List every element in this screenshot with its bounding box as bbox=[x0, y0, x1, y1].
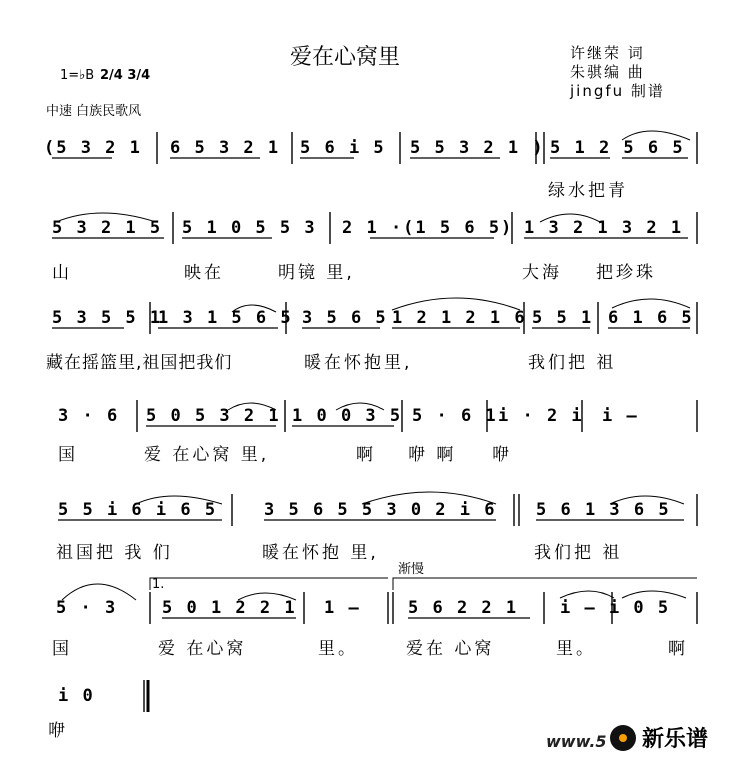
measure: 6 5 3 2 1 bbox=[170, 138, 281, 158]
lyric-word: 把珍珠 bbox=[596, 263, 656, 283]
measure: i – i 0 5 bbox=[560, 598, 671, 618]
lyric-word: 明镜 里, bbox=[278, 263, 355, 283]
lyric-word: 爱 在心窝 里, bbox=[144, 445, 270, 465]
lyric-word: 里。 bbox=[556, 639, 596, 659]
composer-credit: 朱骐编 曲 bbox=[570, 63, 645, 81]
lyric-word: 里。 bbox=[318, 639, 358, 659]
measure: 5 0 5 3 2 1 bbox=[146, 406, 281, 426]
measure: 3 5 6 5 5 3 0 2 i 6 bbox=[264, 500, 497, 520]
measure: i – bbox=[602, 406, 639, 426]
measure: i · 2 i bbox=[498, 406, 584, 426]
lyric-word: 大海 bbox=[522, 263, 562, 283]
transcriber-credit: jingfu 制谱 bbox=[570, 82, 665, 100]
lyric-line: 我们把 祖 bbox=[528, 353, 617, 373]
lyric-line: 祖国把 我 们 bbox=[56, 543, 173, 563]
lyric-word: 咿 bbox=[48, 721, 68, 741]
measure: 1 3 2 1 3 2 1 bbox=[524, 218, 684, 238]
volta-bracket-label: 1. bbox=[152, 577, 165, 592]
measure: 5 3 5 5 1 bbox=[52, 308, 163, 328]
time-signature: 2/4 3/4 bbox=[100, 68, 151, 83]
tempo-change-marking: 渐慢 bbox=[398, 562, 425, 577]
lyric-line: 绿水把青 bbox=[548, 181, 628, 201]
measure: 3 · 6 bbox=[58, 406, 120, 426]
measure: 1 0 0 3 5 bbox=[292, 406, 403, 426]
lyric-line: 暖在怀抱里, bbox=[304, 353, 413, 373]
measure: 5 1 0 5 5 3 bbox=[182, 218, 317, 238]
measure: 1 3 1 5 6 5 bbox=[158, 308, 293, 328]
watermark-site: www.5 bbox=[546, 732, 607, 751]
measure: i 0 bbox=[58, 686, 95, 706]
lyric-word: 啊 bbox=[668, 639, 688, 659]
measure: 2 1 ·(1 5 6 5) bbox=[342, 218, 514, 238]
measure: 6 1 6 5 bbox=[608, 308, 694, 328]
measure: 5 · 6 1 bbox=[412, 406, 498, 426]
lyric-word: 爱在 心窝 bbox=[406, 639, 495, 659]
measure: 5 6 2 2 1 bbox=[408, 598, 519, 618]
lyric-word: 山 bbox=[52, 263, 72, 283]
lyric-word: 咿 啊 bbox=[408, 445, 457, 465]
measure: (5 3 2 1 bbox=[44, 138, 142, 158]
measure: 5 5 3 2 1 ) bbox=[410, 138, 545, 158]
disc-icon bbox=[610, 725, 636, 751]
measure: 5 0 1 2 2 1 bbox=[162, 598, 297, 618]
key-signature: 1=♭B bbox=[60, 68, 95, 83]
lyric-word: 爱 在心窝 bbox=[158, 639, 247, 659]
song-title: 爱在心窝里 bbox=[290, 45, 401, 70]
measure: 5 1 2 5 6 5 bbox=[550, 138, 685, 158]
measure: 5 6 1 3 6 5 bbox=[536, 500, 671, 520]
lyric-line: 暖在怀抱 里, bbox=[262, 543, 379, 563]
lyric-word: 国 bbox=[58, 445, 78, 465]
lyric-word: 国 bbox=[52, 639, 72, 659]
watermark-brand: 新乐谱 bbox=[642, 727, 709, 752]
watermark-logo bbox=[610, 722, 708, 753]
measure: 5 5 1 bbox=[532, 308, 594, 328]
measure: 5 5 i 6 i 6 5 bbox=[58, 500, 218, 520]
measure: 5 · 3 bbox=[56, 598, 118, 618]
lyric-word: 啊 bbox=[356, 445, 376, 465]
measure: 1 2 1 2 1 6 bbox=[392, 308, 527, 328]
measure: 1 – bbox=[324, 598, 361, 618]
measure: 3 5 6 5 bbox=[302, 308, 388, 328]
measure: 5 3 2 1 5 bbox=[52, 218, 163, 238]
lyric-word: 咿 bbox=[492, 445, 512, 465]
lyric-line: 我们把 祖 bbox=[534, 543, 623, 563]
lyric-line: 藏在摇篮里,祖国把我们 bbox=[46, 353, 233, 373]
measure: 5 6 i 5 bbox=[300, 138, 386, 158]
tempo-style: 中速 白族民歌风 bbox=[46, 104, 142, 119]
lyric-word: 映在 bbox=[184, 263, 224, 283]
lyricist-credit: 许继荣 词 bbox=[570, 44, 645, 62]
